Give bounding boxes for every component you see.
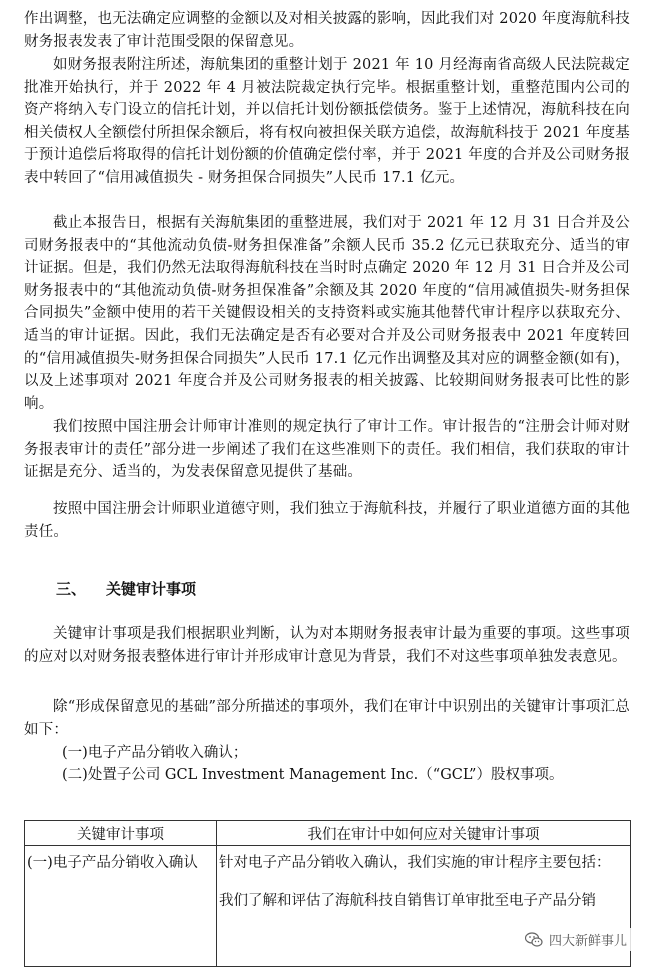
kam-list-item: (二)处置子公司 GCL Investment Management Inc.（“GCL”）股权事项。 bbox=[62, 767, 564, 783]
kam-response-line: 针对电子产品分销收入确认，我们实施的审计程序主要包括： bbox=[219, 855, 611, 871]
wechat-icon bbox=[525, 932, 543, 948]
watermark bbox=[521, 928, 631, 951]
paragraph-kam-intro: 关键审计事项是我们根据职业判断，认为对本期财务报表审计最为重要的事项。这些事项的应对以对财务报表整体进行审计并形成审计意见为背景，我们不对这些事项单独发表意见。 bbox=[24, 626, 630, 665]
kam-response-line: 我们了解和评估了海航科技自销售订单审批至电子产品分销 bbox=[219, 893, 596, 909]
paragraph-report-date: 截止本报告日，根据有关海航集团的重整进展，我们对于 2021 年 12 月 31 日合并及公司财务报表中的“其他流动负债-财务担保准备”余额人民币 35.2 亿元已获取充分、适当的审计证据。但是，我们仍然无法取得海航科技在当时时点确定 2020 年 12 月 31 日合并及公司财务报表中的“其他流动负债-财务担保准备”余额及其 2020 年度的“信用减值损失-财务担保合同损失”金额中使用的若干关键假设相关的支持资料或实施其他替代审计程序以获取充分、适当的审计证据。因此，我们无法确定是否有必要对合并及公司财务报表中 2021 年度转回的“信用减值损失-财务担保合同损失”人民币 17.1 亿元作出调整及其对应的调整金额(如有)，以及上述事项对 2021 年度合并及公司财务报表的相关披露、比较期间财务报表可比性的影响。 bbox=[24, 215, 630, 412]
watermark-text: 四大新鲜事儿 bbox=[548, 934, 627, 949]
kam-list-item: (一)电子产品分销收入确认； bbox=[62, 745, 248, 761]
table-cell-left bbox=[25, 846, 217, 967]
section-number: 三、 bbox=[56, 580, 87, 598]
table-header-row bbox=[25, 821, 631, 846]
paragraph-kam-summary: 除“形成保留意见的基础”部分所描述的事项外，我们在审计中识别出的关键审计事项汇总如下： bbox=[24, 699, 630, 738]
section-title: 关键审计事项 bbox=[106, 580, 197, 598]
paragraph-continued: 作出调整，也无法确定应调整的金额以及对相关披露的影响，因此我们对 2020 年度海航科技财务报表发表了审计范围受限的保留意见。 bbox=[24, 11, 630, 50]
section-heading bbox=[56, 578, 196, 599]
paragraph-audit-standards: 我们按照中国注册会计师审计准则的规定执行了审计工作。审计报告的“注册会计师对财务报表审计的责任”部分进一步阐述了我们在这些准则下的责任。我们相信，我们获取的审计证据是充分、适当的，为发表保留意见提供了基础。 bbox=[24, 419, 630, 481]
paragraph-restructuring: 如财务报表附注所述，海航集团的重整计划于 2021 年 10 月经海南省高级人民法院裁定批准开始执行，并于 2022 年 4 月被法院裁定执行完毕。根据重整计划，重整范围内公司的资产将纳入专门设立的信托计划，并以信托计划份额抵偿债务。鉴于上述情况，海航科技在向相关债权人全额偿付所担保余额后，将有权向被担保关联方追偿，故海航科技于 2021 年度基于预计追偿后将取得的信托计划份额的价值确定偿付率，并于 2021 年度的合并及公司财务报表中转回了“信用减值损失 - 财务担保合同损失”人民币 17.1 亿元。 bbox=[24, 57, 630, 186]
table-header-right: 我们在审计中如何应对关键审计事项 bbox=[217, 821, 631, 846]
kam-item-title: (一)电子产品分销收入确认 bbox=[27, 855, 198, 871]
paragraph-ethics: 按照中国注册会计师职业道德守则，我们独立于海航科技，并履行了职业道德方面的其他责任。 bbox=[24, 501, 630, 540]
table-header-left: 关键审计事项 bbox=[25, 821, 217, 846]
